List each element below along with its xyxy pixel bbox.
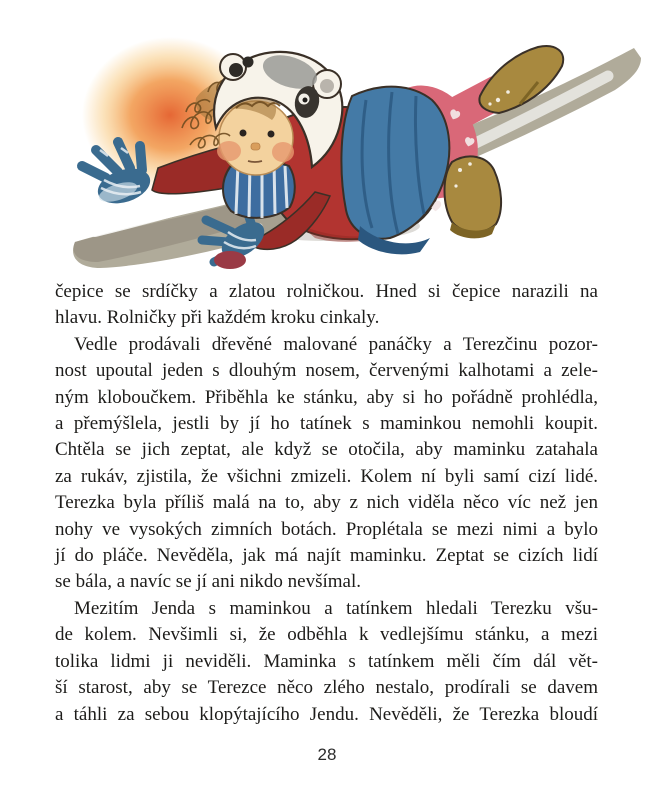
text-line: nohy ve vysokých zimních botách. Proplétala se mezi nimi a bylo [55, 518, 598, 540]
text-line: a táhli za sebou klopýtajícího Jendu. Nevěděli, že Terezka bloudí [55, 703, 598, 725]
boot-lower [445, 156, 502, 238]
text-line: Mezitím Jenda s maminkou a tatínkem hledali Terezku všu- [74, 597, 598, 619]
text-line: čepice se srdíčky a zlatou rolničkou. Hned si čepice narazili na [55, 281, 598, 302]
text-line: jí do pláče. Nevěděla, jak má najít maminku. Zeptat se cizích lidí [55, 545, 598, 567]
text-line: tolika lidmi ji neviděli. Maminka s tatínkem měli čím dál vět- [55, 650, 598, 672]
text-line: hlavu. Rolničky při každém kroku cinkaly. [55, 307, 380, 329]
text-line: de kolem. Nevšimli si, že odběhla k vedlejšímu stánku, a mezi [55, 624, 598, 646]
text-line: Chtěla se jich zeptat, ale když se otočila, aby maminku zatahala [55, 439, 598, 461]
text-line: se bála, a navíc se jí ani nikdo nevšímal. [55, 571, 362, 593]
eye-right [268, 131, 275, 138]
text-line: Terezka byla příliš malá na to, aby z nich viděla něco víc než jen [55, 492, 598, 514]
text-line: a přemýšlela, jestli by jí ho tatínek s maminkou nemohli koupit. [55, 413, 598, 435]
eye-left [240, 130, 247, 137]
text-line: Vedle prodávali dřevěné malované panáčky a Terezčinu pozor- [74, 333, 598, 355]
skirt [341, 87, 449, 255]
page-number: 28 [317, 745, 337, 764]
text-line: nost upoutal jeden s dlouhým nosem, červenými kalhotami a zele- [55, 360, 598, 382]
face [217, 101, 294, 175]
story-illustration [0, 0, 654, 278]
text-line: ným kloboučkem. Přiběhla ke stánku, aby si ho pořádně prohlédla, [55, 386, 598, 408]
knee [214, 251, 246, 269]
text-line: za rukáv, zjistila, že všichni zmizeli. Kolem ní byli samí cizí lidé. [55, 465, 598, 487]
nose [251, 143, 260, 150]
body-text [55, 279, 598, 728]
text-line: ší starost, aby se Terezce něco zlého nestalo, prodírali se davem [55, 677, 598, 699]
mouth [248, 161, 262, 162]
